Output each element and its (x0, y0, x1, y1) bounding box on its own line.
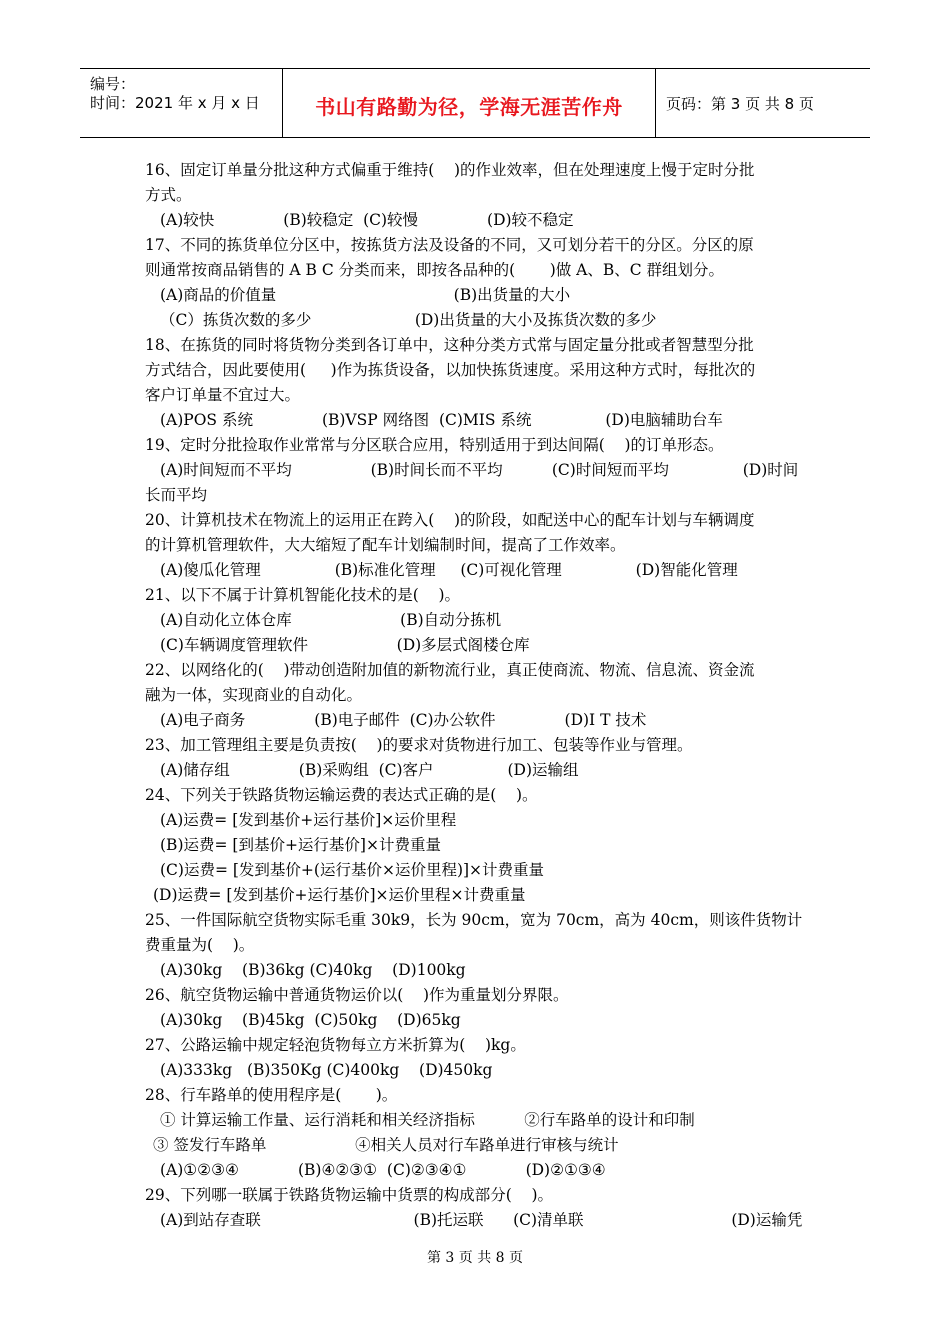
text-line: 25、一件国际航空货物实际毛重 30k9，长为 90cm，宽为 70cm，高为 40cm，则该件货物计 (145, 911, 803, 929)
option-line: （C）拣货次数的多少 (D)出货量的大小及拣货次数的多少 (160, 311, 657, 329)
option-line: (A)333kg (B)350Kg (C)400kg (D)450kg (160, 1061, 493, 1079)
time-label: 时间：2021 年 x 月 x 日 (90, 94, 260, 112)
option-line: (D)运费= [发到基价+运行基价]×运价里程×计费重量 (153, 886, 526, 904)
header-motto-cell (283, 69, 656, 137)
text-line: 18、在拣货的同时将货物分类到各订单中，这种分类方式常与固定量分批或者智慧型分批 (145, 336, 754, 354)
option-line: (A)自动化立体仓库 (B)自动分拣机 (160, 611, 502, 629)
text-line: 23、加工管理组主要是负责按( )的要求对货物进行加工、包装等作业与管理。 (145, 736, 693, 754)
option-line: (C)车辆调度管理软件 (D)多层式阁楼仓库 (160, 636, 530, 654)
text-line: 26、航空货物运输中普通货物运价以( )作为重量划分界限。 (145, 986, 569, 1004)
option-line: (A)30kg (B)45kg (C)50kg (D)65kg (160, 1011, 461, 1029)
option-line: (C)运费= [发到基价+(运行基价×运价里程)]×计费重量 (160, 861, 545, 879)
text-line: 的计算机管理软件，大大缩短了配车计划编制时间，提高了工作效率。 (145, 536, 626, 554)
text-line: 19、定时分批捡取作业常常与分区联合应用，特别适用于到达间隔( )的订单形态。 (145, 436, 724, 454)
page-footer: 第 3 页 共 8 页 (426, 1250, 524, 1266)
text-line: 28、行车路单的使用程序是( )。 (145, 1086, 398, 1104)
text-line: 22、以网络化的( )带动创造附加值的新物流行业，真正使商流、物流、信息流、资金流 (145, 661, 755, 679)
header-left-cell (80, 69, 283, 137)
number-label: 编号： (90, 75, 136, 93)
option-line: (A)商品的价值量 (B)出货量的大小 (160, 286, 571, 304)
text-line: 方式。 (145, 186, 192, 204)
text-line: 29、下列哪一联属于铁路货物运输中货票的构成部分( )。 (145, 1186, 554, 1204)
text-line: 27、公路运输中规定轻泡货物每立方米折算为( )kg。 (145, 1036, 526, 1054)
text-line: 16、固定订单量分批这种方式偏重于维持( )的作业效率，但在处理速度上慢于定时分批 (145, 161, 755, 179)
option-line: (A)时间短而不平均 (B)时间长而不平均 (C)时间短而平均 (D)时间 (160, 461, 799, 479)
text-line: 方式结合，因此要使用( )作为拣货设备，以加快拣货速度。采用这种方式时，每批次的 (145, 361, 756, 379)
option-line: ③ 签发行车路单 ④相关人员对行车路单进行审核与统计 (153, 1136, 619, 1154)
question-body (145, 158, 810, 1233)
option-line: (A)①②③④ (B)④②③① (C)②③④① (D)②①③④ (160, 1161, 606, 1179)
text-line: 费重量为( )。 (145, 936, 255, 954)
option-line: (A)运费= [发到基价+运行基价]×运价里程 (160, 811, 457, 829)
option-line: (B)运费= [到基价+运行基价]×计费重量 (160, 836, 441, 854)
text-line: 长而平均 (145, 486, 208, 504)
text-line: 20、计算机技术在物流上的运用正在跨入( )的阶段，如配送中心的配车计划与车辆调度 (145, 511, 755, 529)
option-line: (A)储存组 (B)采购组 (C)客户 (D)运输组 (160, 761, 579, 779)
option-line: (A)到站存查联 (B)托运联 (C)清单联 (D)运输凭 (160, 1211, 803, 1229)
option-line: (A)POS 系统 (B)VSP 网络图 (C)MIS 系统 (D)电脑辅助台车 (160, 411, 723, 429)
option-line: (A)傻瓜化管理 (B)标准化管理 (C)可视化管理 (D)智能化管理 (160, 561, 738, 579)
text-line: 则通常按商品销售的 A B C 分类而来，即按各品种的( )做 A、B、C 群组划分。 (145, 261, 725, 279)
text-line: 24、下列关于铁路货物运输运费的表达式正确的是( )。 (145, 786, 538, 804)
motto-text: 书山有路勤为径，学海无涯苦作舟 (315, 95, 623, 119)
option-line: (A)电子商务 (B)电子邮件 (C)办公软件 (D)I T 技术 (160, 711, 647, 729)
text-line: 融为一体，实现商业的自动化。 (145, 686, 363, 704)
page-header (80, 68, 870, 138)
text-line: 17、不同的拣货单位分区中，按拣货方法及设备的不同，又可划分若干的分区。分区的原 (145, 236, 754, 254)
option-line: (A)30kg (B)36kg (C)40kg (D)100kg (160, 961, 466, 979)
option-line: (A)较快 (B)较稳定 (C)较慢 (D)较不稳定 (160, 211, 574, 229)
text-line: 客户订单量不宜过大。 (145, 386, 301, 404)
text-line: 21、以下不属于计算机智能化技术的是( )。 (145, 586, 461, 604)
page-number-label: 页码：第 3 页 共 8 页 (666, 95, 814, 113)
header-right-cell (656, 69, 870, 137)
option-line: ① 计算运输工作量、运行消耗和相关经济指标 ②行车路单的设计和印制 (160, 1111, 695, 1129)
